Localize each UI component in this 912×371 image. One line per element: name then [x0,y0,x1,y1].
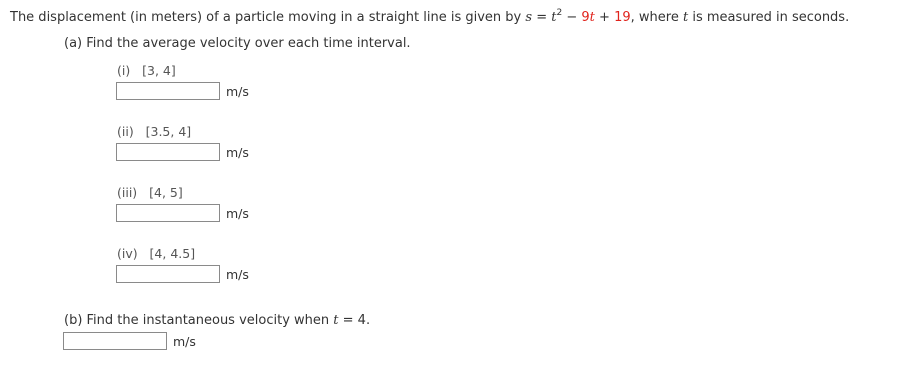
problem-text-end: is measured in seconds. [692,10,850,25]
interval-text: [4, 4.5] [149,246,196,261]
answer-input-b[interactable] [63,332,167,350]
answer-input-iii[interactable] [116,204,220,222]
problem-where: , where [630,10,679,25]
answer-input-ii[interactable] [116,143,220,161]
interval-iii-label [117,185,183,201]
part-b-prompt [64,313,370,329]
constant-19: 19 [614,10,631,25]
interval-text: [3.5, 4] [145,124,192,139]
problem-text-before: The displacement (in meters) of a particle moving in a straight line is given by [10,10,522,25]
var-s: s [525,10,533,25]
roman-label: (i) [117,63,131,78]
part-b-text-after: = 4. [342,313,371,328]
unit-label-b: m/s [173,334,196,349]
roman-label: (ii) [117,124,134,139]
var-t-b: t [333,313,339,328]
part-b-text-before: (b) Find the instantaneous velocity when [64,313,330,328]
answer-input-iv[interactable] [116,265,220,283]
var-t-3: t [682,10,689,25]
unit-label-iv: m/s [226,267,249,282]
interval-text: [3, 4] [142,63,176,78]
interval-i-label [117,63,176,79]
coefficient-9: 9t [581,10,595,25]
unit-label-iii: m/s [226,206,249,221]
var-t: t [551,10,557,25]
interval-ii-label [117,124,191,140]
exponent: 2 [556,7,563,18]
equals-sign: = [536,10,548,25]
plus-sign: + [599,10,610,25]
unit-label-i: m/s [226,84,249,99]
problem-statement [10,7,850,26]
minus-sign: − [566,10,578,25]
unit-label-ii: m/s [226,145,249,160]
roman-label: (iii) [117,185,138,200]
answer-input-i[interactable] [116,82,220,100]
roman-label: (iv) [117,246,138,261]
interval-text: [4, 5] [149,185,183,200]
interval-iv-label [117,246,195,262]
part-a-prompt: (a) Find the average velocity over each time interval. [64,36,411,51]
